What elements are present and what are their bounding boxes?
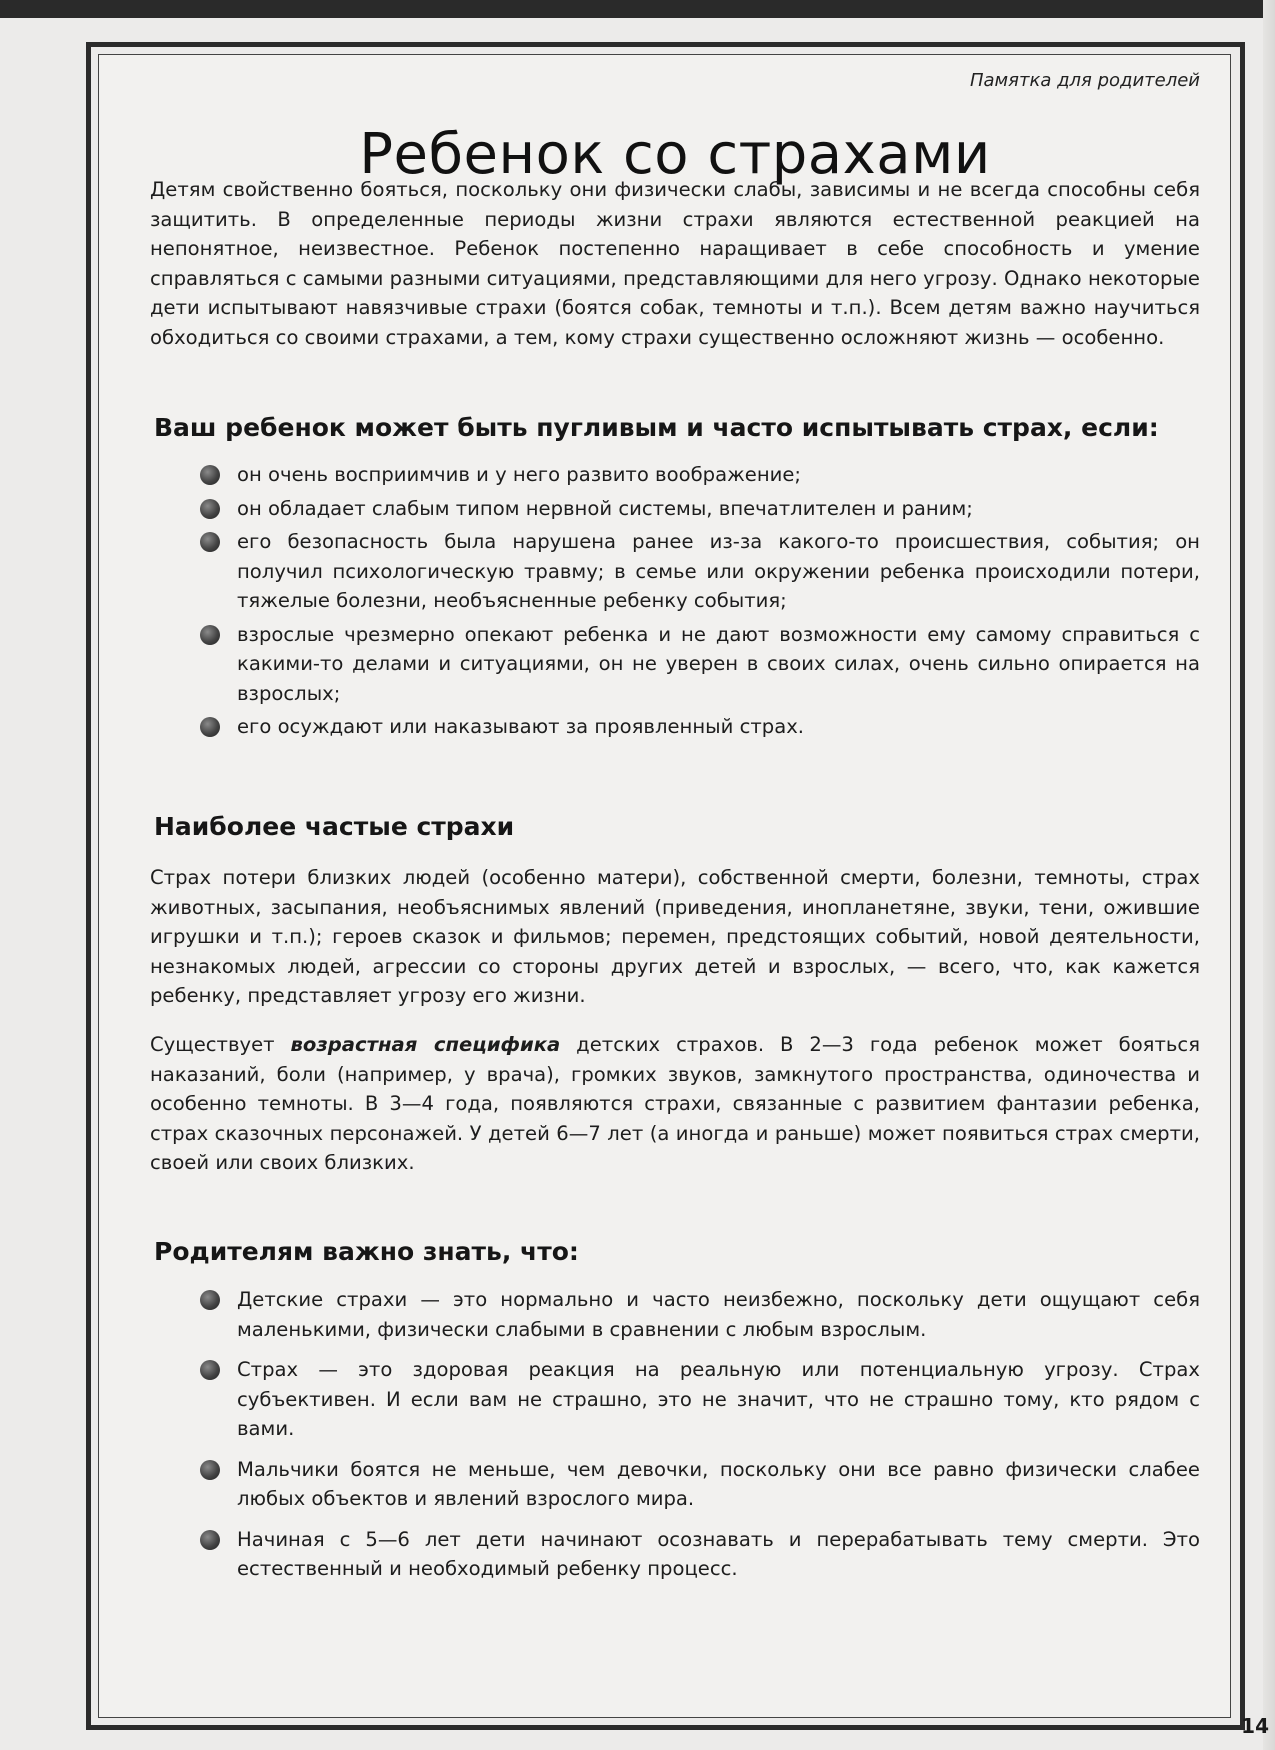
page-title: Ребенок со страхами bbox=[359, 121, 991, 187]
bullet-icon bbox=[200, 625, 220, 645]
bullet-icon bbox=[200, 1530, 220, 1550]
list-item-text: Начиная с 5—6 лет дети начинают осознавать и перерабатывать тему смерти. Это естественный и необходимый ребенку процесс. bbox=[237, 1527, 1200, 1580]
intro-paragraph: Детям свойственно бояться, поскольку они физически слабы, зависимы и не всегда способны себя защитить. В определенные периоды жизни страхи являются естественной реакцией на непонятное, неизвестное. Ребенок постепенно наращивает в себе способность и умение справляться с самыми разными ситуациями, представляющими для него угрозу. Однако некоторые дети испытывают навязчивые страхи (боятся собак, темноты и т.п.). Всем детям важно научиться обходиться со своими страхами, а тем, кому страхи существенно осложняют жизнь — особенно. bbox=[150, 178, 1200, 349]
list-item bbox=[200, 712, 1200, 742]
scan-border-right bbox=[1263, 0, 1275, 1750]
list-item bbox=[200, 1285, 1200, 1344]
list-item bbox=[200, 494, 1200, 524]
bullet-icon bbox=[200, 465, 220, 485]
list-item-text: его осуждают или наказывают за проявленный страх. bbox=[237, 715, 805, 738]
list-item bbox=[200, 460, 1200, 490]
bullet-icon bbox=[200, 1360, 220, 1380]
list-item-text: взрослые чрезмерно опекают ребенка и не дают возможности ему самому справиться с какими-то делами и ситуациями, он не уверен в своих силах, очень сильно опирается на взрослых; bbox=[237, 622, 1200, 705]
bullet-icon bbox=[200, 532, 220, 552]
section-heading-fearful-child: Ваш ребенок может быть пугливым и часто испытывать страх, если: bbox=[154, 413, 1159, 442]
list-item-text: Детские страхи — это нормально и часто неизбежно, поскольку дети ощущают себя маленькими, физически слабыми в сравнении с любым взрослым. bbox=[237, 1288, 1200, 1341]
age-paragraph-prefix: Существует bbox=[150, 1033, 291, 1056]
age-specific-paragraph bbox=[150, 1030, 1200, 1178]
list-item-text: Мальчики боятся не меньше, чем девочки, поскольку они все равно физически слабее любых объектов и явлений взрослого мира. bbox=[237, 1457, 1200, 1510]
list-item-text: он обладает слабым типом нервной системы, впечатлителен и раним; bbox=[237, 496, 973, 520]
common-fears-paragraph: Страх потери близких людей (особенно матери), собственной смерти, болезни, темноты, страх животных, засыпания, необъяснимых явлений (приведения, инопланетяне, звуки, тени, ожившие игрушки и т.п.); героев сказок и фильмов; перемен, предстоящих событий, новой деятельности, незнакомых людей, агрессии со стороны других детей и взрослых, — всего, что, как кажется ребенку, представляет угрозу его жизни. bbox=[150, 866, 1200, 1007]
list-item-text: Страх — это здоровая реакция на реальную или потенциальную угрозу. Страх субъективен. И если вам не страшно, это не значит, что не страшно тому, кто рядом с вами. bbox=[237, 1358, 1200, 1440]
list-item bbox=[200, 527, 1200, 616]
bullet-icon bbox=[200, 717, 220, 737]
age-paragraph-rest: детских страхов. В 2—3 года ребенок может бояться наказаний, боли (например, у врача), громких звуков, замкнутого пространства, одиночества и особенно темноты. В 3—4 года, появляются страхи, связанные с развитием фантазии ребенка, страх сказочных персонажей. У детей 6—7 лет (а иногда и раньше) может появиться страх смерти, своей или своих близких. bbox=[150, 1033, 1200, 1174]
page-number: 14 bbox=[1241, 1714, 1269, 1738]
age-specific-emphasis: возрастная специфика bbox=[290, 1033, 561, 1056]
section-heading-parents-should-know: Родителям важно знать, что: bbox=[154, 1237, 579, 1266]
list-item bbox=[200, 1455, 1200, 1514]
fearful-conditions-list bbox=[200, 460, 1200, 746]
list-item-text: он очень восприимчив и у него развито воображение; bbox=[237, 463, 802, 486]
bullet-icon bbox=[200, 499, 220, 519]
scan-border-top bbox=[0, 0, 1275, 18]
bullet-icon bbox=[200, 1460, 220, 1480]
bullet-icon bbox=[200, 1290, 220, 1310]
list-item bbox=[200, 620, 1200, 709]
list-item bbox=[200, 1355, 1200, 1444]
list-item bbox=[200, 1525, 1200, 1584]
list-item-text: его безопасность была нарушена ранее из-за какого-то происшествия, события; он получил психологическую травму; в семье или окружении ребенка происходили потери, тяжелые болезни, необъясненные ребенку события; bbox=[237, 530, 1200, 612]
memo-label: Памятка для родителей bbox=[969, 70, 1200, 91]
section-heading-common-fears: Наиболее частые страхи bbox=[154, 812, 515, 841]
parents-facts-list bbox=[200, 1285, 1200, 1595]
